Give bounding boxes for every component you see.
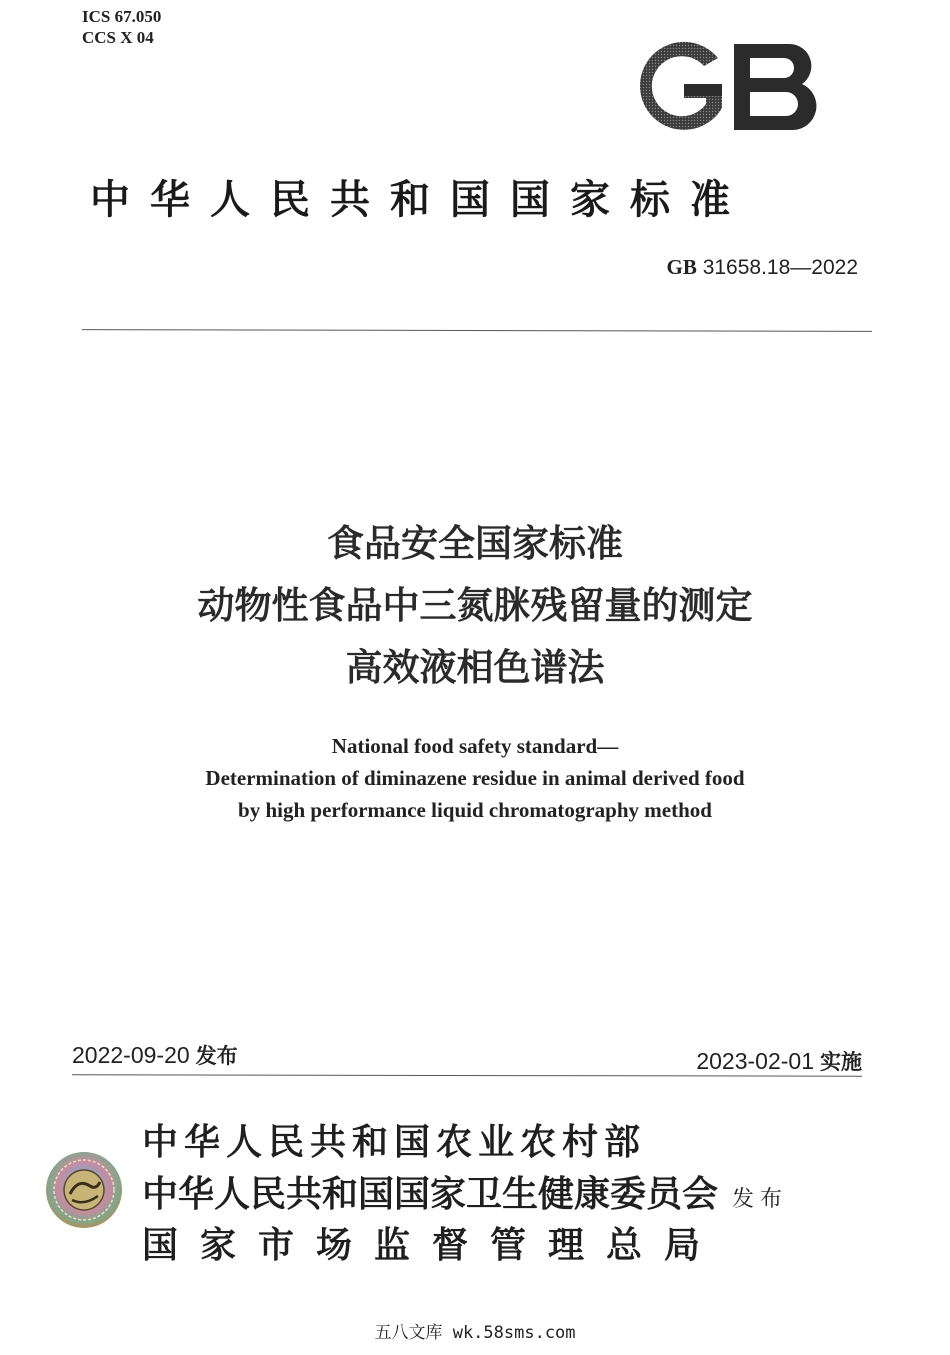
en-title-line1: National food safety standard— <box>331 734 619 758</box>
cn-title-line2: 动物性食品中三氮脒残留量的测定 <box>197 584 753 627</box>
issue-date: 2022-09-20 发布 <box>72 1042 238 1068</box>
publishers-issue-label: 发布 <box>732 1187 789 1212</box>
en-title-line3: by high performance liquid chromatography method <box>238 798 712 822</box>
gb-logo-icon <box>630 38 824 136</box>
national-standard-heading: 中华人民共和国国家标准 <box>90 177 750 223</box>
watermark-footer: 五八文库 wk.58sms.com <box>374 1323 576 1343</box>
cn-title-line3: 高效液相色谱法 <box>345 646 605 689</box>
publisher-moa: 中华人民共和国农业农村部 <box>142 1121 647 1163</box>
ics-code: ICS 67.050 <box>82 7 162 26</box>
top-divider <box>82 329 872 332</box>
implement-date: 2023-02-01 实施 <box>696 1048 862 1074</box>
standard-number: GB 31658.18—2022 <box>666 255 858 279</box>
en-title-line2: Determination of diminazene residue in animal derived food <box>205 766 745 790</box>
publisher-nhc: 中华人民共和国国家卫生健康委员会 <box>142 1173 719 1215</box>
publisher-samr: 国家市场监督管理总局 <box>142 1224 723 1266</box>
cn-title-line1: 食品安全国家标准 <box>327 522 623 565</box>
classification-codes <box>82 6 161 48</box>
bottom-divider <box>72 1074 862 1076</box>
ccs-code: CCS X 04 <box>82 28 154 47</box>
certification-emblem-icon <box>44 1150 124 1230</box>
